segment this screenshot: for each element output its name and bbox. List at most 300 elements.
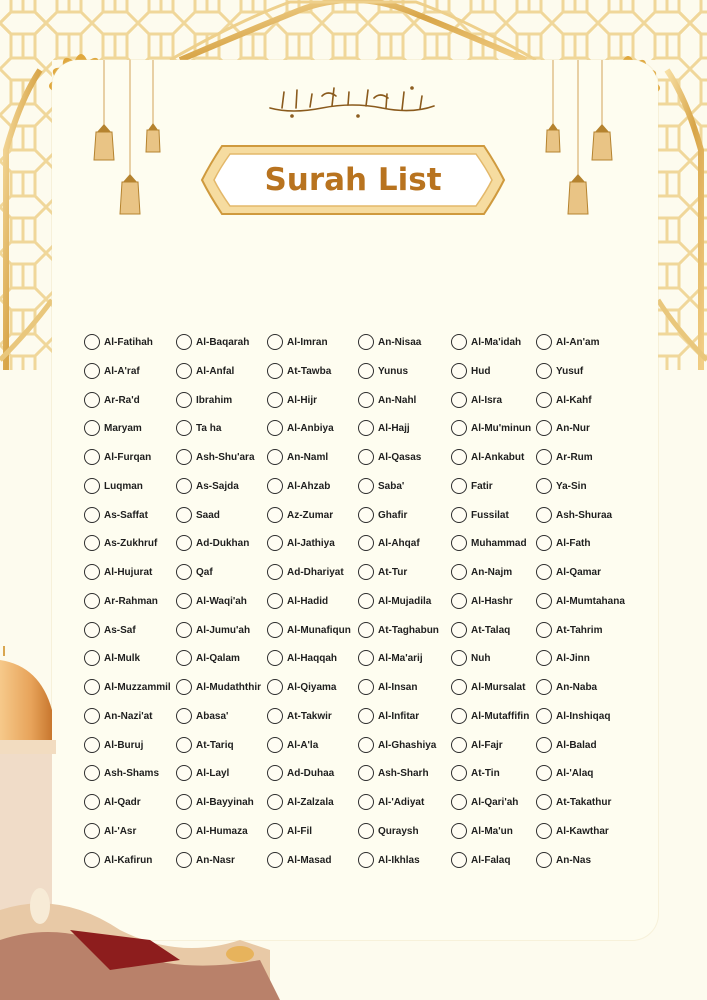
surah-label: At-Takwir	[287, 710, 332, 722]
surah-label: An-Naba	[556, 681, 598, 693]
surah-item[interactable]	[267, 505, 333, 525]
surah-label: Al-Ankabut	[471, 451, 525, 463]
surah-item[interactable]	[84, 447, 151, 467]
surah-checkbox[interactable]	[358, 363, 374, 379]
surah-item[interactable]	[536, 505, 612, 525]
surah-checkbox[interactable]	[536, 535, 552, 551]
surah-item[interactable]	[267, 648, 337, 668]
surah-checkbox[interactable]	[451, 478, 467, 494]
surah-checkbox[interactable]	[358, 564, 374, 580]
surah-label: Al-Ikhlas	[378, 854, 420, 866]
surah-checkbox[interactable]	[84, 708, 100, 724]
surah-checkbox[interactable]	[176, 708, 192, 724]
surah-item[interactable]	[176, 648, 240, 668]
surah-checkbox[interactable]	[84, 794, 100, 810]
surah-item[interactable]	[451, 418, 531, 438]
surah-label: Al-Masad	[287, 854, 332, 866]
surah-checkbox[interactable]	[536, 823, 552, 839]
surah-checkbox[interactable]	[451, 449, 467, 465]
surah-checkbox[interactable]	[84, 622, 100, 638]
surah-checkbox[interactable]	[176, 420, 192, 436]
surah-label: Al-An'am	[556, 336, 600, 348]
surah-item[interactable]	[536, 562, 601, 582]
surah-checkbox[interactable]	[176, 478, 192, 494]
surah-item[interactable]	[84, 763, 159, 783]
surah-checkbox[interactable]	[267, 765, 283, 781]
surah-item[interactable]	[84, 792, 141, 812]
surah-checkbox[interactable]	[176, 823, 192, 839]
surah-item[interactable]	[84, 821, 136, 841]
surah-checkbox[interactable]	[358, 449, 374, 465]
surah-item[interactable]	[536, 677, 597, 697]
surah-label: At-Taghabun	[378, 624, 439, 636]
surah-label: As-Saf	[104, 624, 136, 636]
surah-checkbox[interactable]	[536, 507, 552, 523]
surah-item[interactable]	[84, 332, 153, 352]
surah-item[interactable]	[176, 677, 261, 697]
surah-item[interactable]	[267, 821, 312, 841]
surah-checkbox[interactable]	[358, 794, 374, 810]
surah-checkbox[interactable]	[358, 392, 374, 408]
surah-item[interactable]	[536, 332, 600, 352]
surah-label: Ash-Shu'ara	[196, 451, 255, 463]
surah-checkbox[interactable]	[358, 478, 374, 494]
surah-checkbox[interactable]	[451, 535, 467, 551]
surah-item[interactable]	[536, 533, 590, 553]
surah-label: Ash-Sharh	[378, 767, 429, 779]
surah-checkbox[interactable]	[267, 507, 283, 523]
surah-checkbox[interactable]	[451, 852, 467, 868]
surah-checkbox[interactable]	[536, 593, 552, 609]
surah-checkbox[interactable]	[267, 449, 283, 465]
surah-checkbox[interactable]	[267, 363, 283, 379]
surah-checkbox[interactable]	[84, 852, 100, 868]
surah-label: An-Najm	[471, 566, 513, 578]
surah-checkbox[interactable]	[267, 737, 283, 753]
surah-item[interactable]	[451, 476, 493, 496]
surah-checkbox[interactable]	[451, 564, 467, 580]
surah-checkbox[interactable]	[451, 507, 467, 523]
surah-label: An-Nisaa	[378, 336, 422, 348]
surah-item[interactable]	[176, 821, 248, 841]
surah-label: Al-Mulk	[104, 652, 141, 664]
surah-checkbox[interactable]	[451, 420, 467, 436]
surah-item[interactable]	[176, 361, 234, 381]
surah-checkbox[interactable]	[451, 737, 467, 753]
surah-item[interactable]	[176, 735, 234, 755]
surah-item[interactable]	[451, 332, 521, 352]
surah-label: Al-Qari'ah	[471, 796, 519, 808]
surah-checkbox[interactable]	[358, 823, 374, 839]
surah-item[interactable]	[84, 591, 158, 611]
surah-checkbox[interactable]	[358, 852, 374, 868]
surah-item[interactable]	[84, 418, 142, 438]
surah-checkbox[interactable]	[267, 823, 283, 839]
surah-item[interactable]	[267, 706, 332, 726]
surah-item[interactable]	[451, 792, 518, 812]
surah-item[interactable]	[358, 821, 419, 841]
surah-label: Al-Mujadila	[378, 595, 432, 607]
surah-checkbox[interactable]	[536, 478, 552, 494]
surah-checkbox[interactable]	[536, 363, 552, 379]
surah-item[interactable]	[267, 620, 351, 640]
surah-item[interactable]	[176, 562, 213, 582]
surah-item[interactable]	[536, 706, 610, 726]
surah-label: Al-Infitar	[378, 710, 420, 722]
surah-checkbox[interactable]	[536, 794, 552, 810]
surah-item[interactable]	[267, 735, 318, 755]
surah-item[interactable]	[84, 648, 140, 668]
surah-checkbox[interactable]	[358, 679, 374, 695]
surah-label: An-Nur	[556, 422, 590, 434]
surah-checkbox[interactable]	[267, 593, 283, 609]
surah-checkbox[interactable]	[451, 679, 467, 695]
surah-item[interactable]	[451, 505, 509, 525]
surah-item[interactable]	[176, 620, 250, 640]
surah-checkbox[interactable]	[84, 823, 100, 839]
surah-checkbox[interactable]	[536, 737, 552, 753]
surah-item[interactable]	[536, 648, 590, 668]
surah-checkbox[interactable]	[84, 363, 100, 379]
surah-checkbox[interactable]	[84, 449, 100, 465]
surah-label: Al-Buruj	[104, 739, 144, 751]
surah-label: Al-Kawthar	[556, 825, 609, 837]
surah-item[interactable]	[451, 591, 513, 611]
surah-checkbox[interactable]	[267, 794, 283, 810]
surah-checkbox[interactable]	[536, 392, 552, 408]
surah-item[interactable]	[536, 792, 611, 812]
surah-item[interactable]	[176, 850, 235, 870]
surah-label: Ta ha	[196, 422, 222, 434]
surah-label: Al-Hadid	[287, 595, 329, 607]
surah-label: Al-'Adiyat	[378, 796, 425, 808]
surah-item[interactable]	[451, 361, 490, 381]
surah-item[interactable]	[267, 763, 334, 783]
surah-checkbox[interactable]	[536, 449, 552, 465]
surah-item[interactable]	[358, 332, 421, 352]
bismillah-calligraphy	[262, 80, 442, 120]
surah-item[interactable]	[451, 850, 510, 870]
surah-item[interactable]	[176, 332, 249, 352]
surah-checkbox[interactable]	[451, 622, 467, 638]
surah-item[interactable]	[84, 735, 143, 755]
surah-item[interactable]	[176, 763, 229, 783]
surah-checkbox[interactable]	[267, 852, 283, 868]
surah-label: Al-Fajr	[471, 739, 503, 751]
surah-item[interactable]	[267, 332, 328, 352]
surah-checkbox[interactable]	[176, 334, 192, 350]
surah-item[interactable]	[536, 361, 583, 381]
surah-item[interactable]	[536, 763, 593, 783]
surah-checkbox[interactable]	[84, 593, 100, 609]
surah-checkbox[interactable]	[84, 392, 100, 408]
surah-item[interactable]	[451, 735, 503, 755]
surah-item[interactable]	[267, 447, 328, 467]
surah-item[interactable]	[84, 533, 157, 553]
surah-item[interactable]	[84, 390, 140, 410]
surah-label: Ibrahim	[196, 394, 233, 406]
surah-checkbox[interactable]	[267, 650, 283, 666]
surah-item[interactable]	[84, 505, 148, 525]
surah-label: Al-Muzzammil	[104, 681, 171, 693]
surah-checkbox[interactable]	[536, 420, 552, 436]
surah-checkbox[interactable]	[176, 564, 192, 580]
surah-checkbox[interactable]	[84, 478, 100, 494]
surah-item[interactable]	[358, 533, 420, 553]
surah-item[interactable]	[358, 648, 423, 668]
surah-label: Ghafir	[378, 509, 408, 521]
surah-item[interactable]	[267, 533, 335, 553]
surah-checkbox[interactable]	[358, 593, 374, 609]
surah-item[interactable]	[536, 735, 597, 755]
surah-item[interactable]	[358, 677, 417, 697]
surah-item[interactable]	[358, 390, 416, 410]
surah-item[interactable]	[451, 562, 512, 582]
surah-item[interactable]	[267, 361, 331, 381]
surah-item[interactable]	[358, 505, 407, 525]
surah-item[interactable]	[358, 792, 424, 812]
surah-checkbox[interactable]	[267, 708, 283, 724]
surah-label: Al-Hajj	[378, 422, 410, 434]
surah-checkbox[interactable]	[451, 765, 467, 781]
surah-checkbox[interactable]	[451, 334, 467, 350]
surah-item[interactable]	[176, 505, 220, 525]
surah-label: Al-Hujurat	[104, 566, 153, 578]
surah-checkbox[interactable]	[176, 679, 192, 695]
surah-item[interactable]	[267, 850, 331, 870]
surah-checkbox[interactable]	[84, 535, 100, 551]
surah-label: Al-Baqarah	[196, 336, 250, 348]
surah-checkbox[interactable]	[536, 765, 552, 781]
surah-item[interactable]	[451, 706, 529, 726]
surah-label: At-Takathur	[556, 796, 612, 808]
surah-item[interactable]	[84, 562, 152, 582]
surah-label: An-Nasr	[196, 854, 235, 866]
surah-checkbox[interactable]	[536, 852, 552, 868]
surah-item[interactable]	[358, 447, 421, 467]
surah-checkbox[interactable]	[84, 334, 100, 350]
surah-item[interactable]	[358, 620, 439, 640]
surah-label: Al-Imran	[287, 336, 328, 348]
surah-label: Ar-Rum	[556, 451, 593, 463]
surah-checkbox[interactable]	[358, 765, 374, 781]
surah-item[interactable]	[358, 706, 419, 726]
surah-checkbox[interactable]	[358, 420, 374, 436]
surah-item[interactable]	[536, 850, 591, 870]
surah-item[interactable]	[358, 850, 420, 870]
surah-item[interactable]	[536, 476, 587, 496]
surah-checkbox[interactable]	[84, 564, 100, 580]
surah-checkbox[interactable]	[451, 363, 467, 379]
surah-label: Fatir	[471, 480, 493, 492]
surah-checkbox[interactable]	[536, 679, 552, 695]
surah-label: Hud	[471, 365, 491, 377]
surah-checkbox[interactable]	[176, 622, 192, 638]
surah-label: Al-Ma'un	[471, 825, 513, 837]
surah-item[interactable]	[358, 562, 407, 582]
surah-checkbox[interactable]	[451, 823, 467, 839]
surah-item[interactable]	[451, 648, 490, 668]
surah-item[interactable]	[358, 763, 429, 783]
surah-item[interactable]	[358, 361, 408, 381]
surah-label: Al-Inshiqaq	[556, 710, 611, 722]
surah-checkbox[interactable]	[451, 650, 467, 666]
surah-item[interactable]	[84, 361, 140, 381]
surah-label: Qaf	[196, 566, 213, 578]
surah-label: Luqman	[104, 480, 143, 492]
surah-item[interactable]	[267, 476, 330, 496]
surah-item[interactable]	[267, 562, 344, 582]
surah-item[interactable]	[176, 418, 221, 438]
surah-item[interactable]	[84, 476, 143, 496]
surah-item[interactable]	[451, 447, 524, 467]
surah-checkbox[interactable]	[176, 593, 192, 609]
surah-checkbox[interactable]	[84, 765, 100, 781]
surah-item[interactable]	[358, 476, 404, 496]
surah-checkbox[interactable]	[176, 363, 192, 379]
surah-item[interactable]	[176, 706, 228, 726]
surah-label: Al-Qadr	[104, 796, 141, 808]
surah-label: Al-Bayyinah	[196, 796, 254, 808]
surah-checkbox[interactable]	[267, 564, 283, 580]
surah-item[interactable]	[267, 677, 336, 697]
surah-checkbox[interactable]	[358, 708, 374, 724]
surah-checkbox[interactable]	[358, 535, 374, 551]
surah-checkbox[interactable]	[536, 564, 552, 580]
surah-item[interactable]	[451, 390, 502, 410]
surah-label: At-Tur	[378, 566, 408, 578]
surah-checkbox[interactable]	[176, 392, 192, 408]
surah-checkbox[interactable]	[84, 420, 100, 436]
surah-label: Al-Mutaffifin	[471, 710, 530, 722]
surah-label: Ad-Dukhan	[196, 537, 250, 549]
surah-checkbox[interactable]	[176, 650, 192, 666]
surah-item[interactable]	[451, 821, 513, 841]
surah-checkbox[interactable]	[536, 622, 552, 638]
surah-checkbox[interactable]	[176, 794, 192, 810]
surah-checkbox[interactable]	[536, 650, 552, 666]
surah-checkbox[interactable]	[267, 535, 283, 551]
surah-item[interactable]	[451, 620, 510, 640]
surah-item[interactable]	[536, 821, 609, 841]
surah-item[interactable]	[451, 533, 527, 553]
surah-item[interactable]	[536, 447, 593, 467]
surah-label: Muhammad	[471, 537, 527, 549]
surah-label: An-Nas	[556, 854, 592, 866]
surah-label: Al-Layl	[196, 767, 230, 779]
surah-checkbox[interactable]	[176, 535, 192, 551]
surah-label: Al-Ahzab	[287, 480, 331, 492]
surah-checkbox[interactable]	[267, 679, 283, 695]
surah-item[interactable]	[84, 706, 153, 726]
surah-item[interactable]	[451, 763, 500, 783]
surah-label: Al-Ma'idah	[471, 336, 522, 348]
surah-checkbox[interactable]	[536, 334, 552, 350]
surah-label: Al-Falaq	[471, 854, 511, 866]
surah-label: As-Saffat	[104, 509, 148, 521]
surah-checkbox[interactable]	[267, 392, 283, 408]
surah-label: Al-Qalam	[196, 652, 240, 664]
surah-label: Ad-Dhariyat	[287, 566, 344, 578]
surah-checkbox[interactable]	[267, 622, 283, 638]
surah-checkbox[interactable]	[358, 737, 374, 753]
surah-checkbox[interactable]	[176, 852, 192, 868]
surah-checkbox[interactable]	[358, 650, 374, 666]
surah-item[interactable]	[84, 620, 136, 640]
surah-label: Al-A'la	[287, 739, 319, 751]
surah-item[interactable]	[358, 591, 431, 611]
surah-checkbox[interactable]	[358, 334, 374, 350]
surah-item[interactable]	[358, 418, 410, 438]
surah-checkbox[interactable]	[176, 765, 192, 781]
surah-label: Al-Isra	[471, 394, 503, 406]
surah-item[interactable]	[84, 850, 152, 870]
surah-item[interactable]	[358, 735, 436, 755]
surah-checkbox[interactable]	[84, 507, 100, 523]
surah-checkbox[interactable]	[358, 622, 374, 638]
surah-item[interactable]	[267, 418, 334, 438]
surah-checkbox[interactable]	[536, 708, 552, 724]
surah-label: At-Tin	[471, 767, 500, 779]
surah-item[interactable]	[176, 447, 255, 467]
surah-item[interactable]	[84, 677, 171, 697]
surah-label: Al-'Asr	[104, 825, 137, 837]
surah-item[interactable]	[176, 476, 239, 496]
surah-item[interactable]	[536, 390, 592, 410]
surah-checkbox[interactable]	[176, 507, 192, 523]
surah-label: Az-Zumar	[287, 509, 334, 521]
surah-label: Fussilat	[471, 509, 509, 521]
surah-checkbox[interactable]	[84, 737, 100, 753]
surah-item[interactable]	[536, 620, 602, 640]
surah-label: Ar-Rahman	[104, 595, 158, 607]
surah-checkbox[interactable]	[358, 507, 374, 523]
surah-item[interactable]	[536, 591, 625, 611]
surah-label: Ash-Shuraa	[556, 509, 613, 521]
surah-label: Al-Jumu'ah	[196, 624, 251, 636]
surah-checkbox[interactable]	[267, 420, 283, 436]
surah-item[interactable]	[267, 390, 317, 410]
surah-checkbox[interactable]	[451, 708, 467, 724]
page-title: Surah List	[264, 162, 442, 198]
surah-checkbox[interactable]	[176, 737, 192, 753]
surah-label: Al-Humaza	[196, 825, 248, 837]
surah-item[interactable]	[176, 792, 254, 812]
surah-item[interactable]	[176, 390, 232, 410]
surah-label: Al-Qasas	[378, 451, 422, 463]
surah-checkbox[interactable]	[176, 449, 192, 465]
surah-label: Al-Ahqaf	[378, 537, 420, 549]
surah-checkbox[interactable]	[451, 593, 467, 609]
surah-item[interactable]	[176, 591, 247, 611]
surah-label: Al-Balad	[556, 739, 597, 751]
surah-label: Yusuf	[556, 365, 584, 377]
surah-label: Al-Mu'minun	[471, 422, 532, 434]
surah-item[interactable]	[267, 591, 328, 611]
surah-item[interactable]	[176, 533, 249, 553]
surah-item[interactable]	[267, 792, 334, 812]
surah-checkbox[interactable]	[267, 478, 283, 494]
surah-checkbox[interactable]	[451, 794, 467, 810]
surah-item[interactable]	[536, 418, 590, 438]
surah-checkbox[interactable]	[267, 334, 283, 350]
surah-checkbox[interactable]	[84, 679, 100, 695]
surah-label: Al-Furqan	[104, 451, 152, 463]
surah-checkbox[interactable]	[451, 392, 467, 408]
surah-label: Al-Haqqah	[287, 652, 337, 664]
surah-item[interactable]	[451, 677, 525, 697]
surah-checkbox[interactable]	[84, 650, 100, 666]
